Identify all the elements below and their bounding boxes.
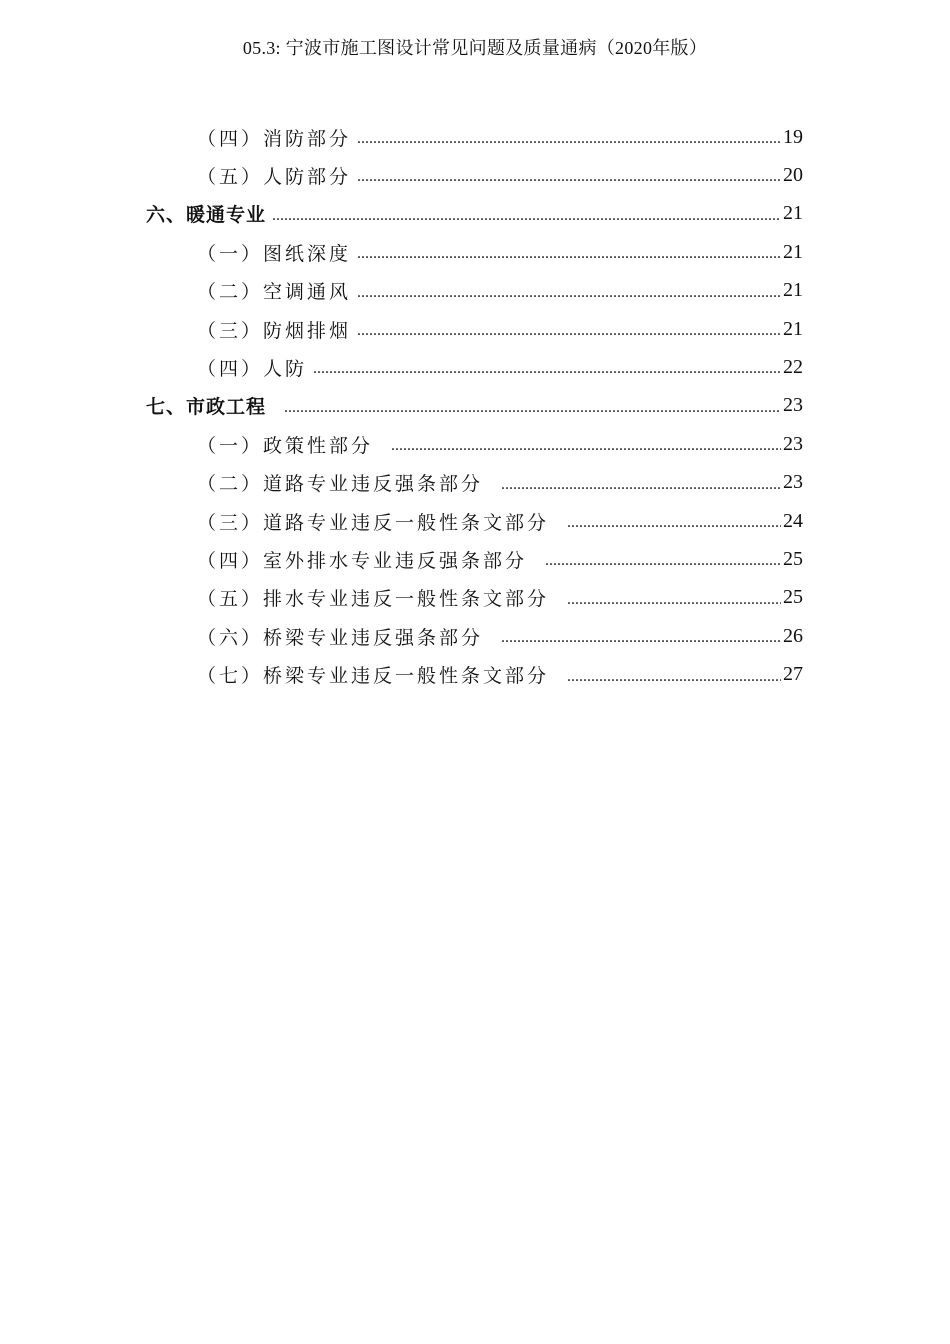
toc-entry[interactable] (146, 387, 803, 425)
page-header: 05.3: 宁波市施工图设计常见问题及质量通病（2020年版） (242, 38, 708, 58)
toc-entry[interactable] (146, 195, 803, 233)
toc-page-number: 22 (783, 355, 803, 378)
toc-page-number: 23 (783, 394, 803, 417)
toc-entry-label: （三）防烟排烟 (197, 319, 352, 342)
toc-entry-label: （五）人防部分 (197, 165, 352, 188)
dot-leader (357, 130, 781, 148)
toc-entry-label: （一）政策性部分 (197, 434, 374, 457)
dot-leader (567, 514, 781, 532)
dot-leader (501, 629, 781, 647)
toc-page-number: 23 (783, 471, 803, 494)
toc-entry-label: （五）排水专业违反一般性条文部分 (197, 588, 550, 611)
toc-entry[interactable] (197, 118, 803, 156)
toc-entry[interactable] (197, 656, 803, 694)
toc-entry-label: （四）消防部分 (197, 127, 352, 150)
toc-entry[interactable] (197, 156, 803, 194)
dot-leader (545, 552, 781, 570)
toc-page-number: 21 (783, 279, 803, 302)
dot-leader (313, 360, 781, 378)
toc-entry-label: （二）道路专业违反强条部分 (197, 473, 484, 496)
toc-page-number: 19 (783, 125, 803, 148)
toc-entry[interactable] (197, 502, 803, 540)
dot-leader (272, 207, 781, 225)
toc-page-number: 23 (783, 432, 803, 455)
dot-leader (357, 322, 781, 340)
toc-entry[interactable] (197, 540, 803, 578)
toc-entry-label: 七、市政工程 (146, 396, 267, 419)
toc-page-number: 21 (783, 202, 803, 225)
dot-leader (567, 591, 781, 609)
toc-entry[interactable] (197, 617, 803, 655)
dot-leader (567, 668, 781, 686)
dot-leader (357, 168, 781, 186)
toc-entry[interactable] (197, 272, 803, 310)
dot-leader (284, 399, 781, 417)
toc-page-number: 25 (783, 586, 803, 609)
toc-entry-label: 六、暖通专业 (146, 204, 267, 227)
toc-entry-label: （二）空调通风 (197, 281, 352, 304)
toc-page-number: 27 (783, 663, 803, 686)
toc-entry-label: （一）图纸深度 (197, 242, 352, 265)
toc-page-number: 21 (783, 240, 803, 263)
toc-page-number: 25 (783, 547, 803, 570)
toc-entry[interactable] (197, 310, 803, 348)
toc-entry[interactable] (197, 579, 803, 617)
dot-leader (501, 476, 781, 494)
toc-entry-label: （四）人防 (197, 357, 308, 380)
toc-entry[interactable] (197, 233, 803, 271)
toc-page-number: 26 (783, 624, 803, 647)
dot-leader (391, 437, 781, 455)
dot-leader (357, 245, 781, 263)
toc-entry-label: （七）桥梁专业违反一般性条文部分 (197, 665, 550, 688)
toc-entry-label: （三）道路专业违反一般性条文部分 (197, 511, 550, 534)
toc-entry[interactable] (197, 348, 803, 386)
toc-entry[interactable] (197, 425, 803, 463)
toc-entry-label: （四）室外排水专业违反强条部分 (197, 549, 528, 572)
toc-entry[interactable] (197, 464, 803, 502)
toc-entry-label: （六）桥梁专业违反强条部分 (197, 626, 484, 649)
toc-page-number: 20 (783, 163, 803, 186)
dot-leader (357, 284, 781, 302)
toc-page-number: 21 (783, 317, 803, 340)
toc-page-number: 24 (783, 509, 803, 532)
